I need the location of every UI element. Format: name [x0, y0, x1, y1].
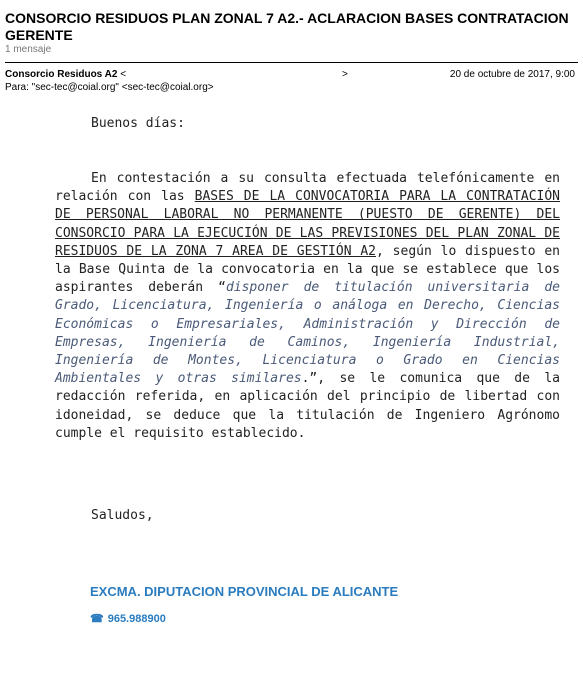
message-count: 1 mensaje [5, 44, 52, 55]
paragraph-intro: En contestación a su consulta efectuada telefónicamente en relación con las [55, 171, 560, 205]
bases-reference-link[interactable]: BASES DE LA CONVOCATORIA PARA LA CONTRATACIÓN DE PERSONAL LABORAL NO PERMANENTE (PUESTO DE GERENTE) DEL CONSORCIO PARA LA EJECUCIÓN DE LAS PREVISIONES DEL PLAN ZONAL DE RESIDUOS DE LA ZONA 7 AREA DE GESTIÓN A2 [55, 189, 561, 259]
phone-number[interactable]: 965.988900 [107, 613, 166, 625]
sender-line [5, 69, 348, 80]
main-paragraph [55, 170, 560, 443]
signature-phone [90, 612, 166, 625]
paragraph-middle: , según lo dispuesto en la Base Quinta de la convocatoria en la que se establece que los aspirantes deberán “ [55, 243, 560, 296]
closing: Saludos, [91, 508, 154, 523]
header-divider [5, 62, 578, 63]
signature-org: EXCMA. DIPUTACION PROVINCIAL DE ALICANTE [90, 584, 399, 599]
email-subject: CONSORCIO RESIDUOS PLAN ZONAL 7 A2.- ACLARACION BASES CONTRATACION GERENTE [5, 10, 569, 43]
telephone-icon: ☎ [90, 613, 104, 625]
quoted-requirement: disponer de titulación universitaria de Grado, Licenciatura, Ingeniería o análoga en Derecho, Ciencias Económicas o Empresariales, Administración y Dirección de Empresas, Ingeniería de Caminos, Ingeniería Industrial, Ingeniería de Montes, Licenciatura o Grado en Ciencias Ambientales y otras similares [55, 280, 560, 387]
greeting: Buenos días: [91, 116, 185, 131]
sender-name: Consorcio Residuos A2 [5, 69, 118, 80]
paragraph-end: .”, se le comunica que de la redacción referida, en aplicación del principio de libertad con idoneidad, se deduce que la titulación de Ingeniero Agrónomo cumple el requisito establecido. [55, 371, 560, 441]
sender-address-open: < [120, 69, 127, 80]
sender-address-close: > [342, 69, 348, 80]
recipient-line: Para: "sec-tec@coial.org" <sec-tec@coial.org> [5, 82, 214, 93]
email-date: 20 de octubre de 2017, 9:00 [449, 69, 575, 80]
